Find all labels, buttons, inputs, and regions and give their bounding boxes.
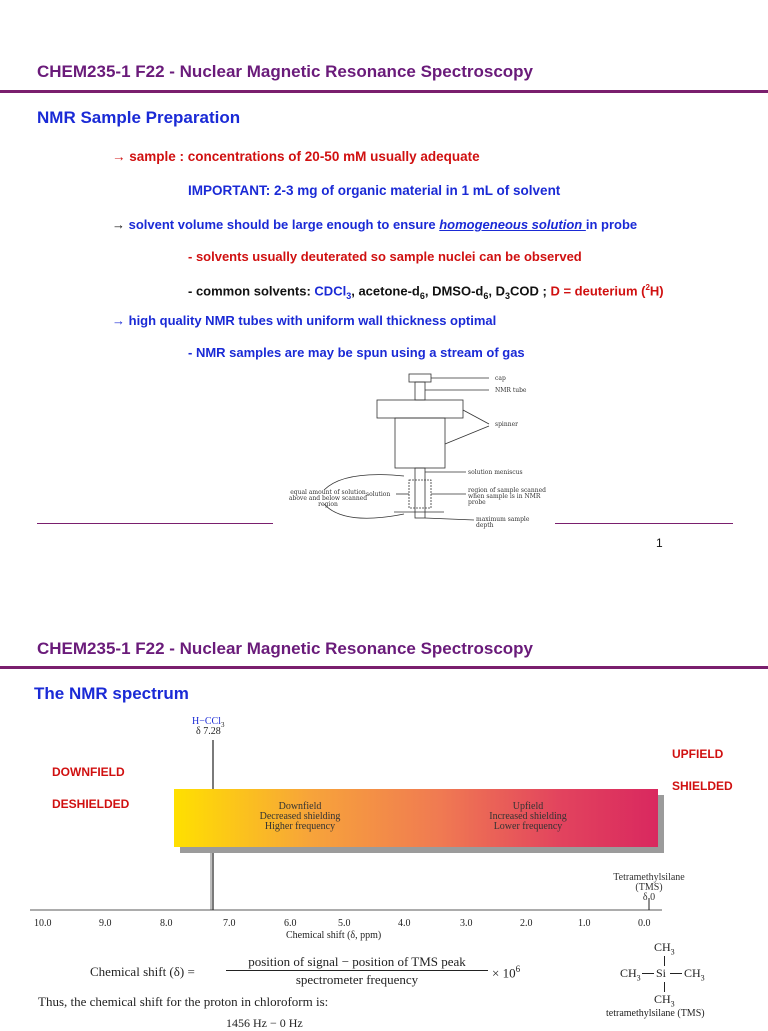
band-right-text xyxy=(468,802,588,832)
band-left-line: Downfield xyxy=(278,801,322,812)
arrow-icon: → xyxy=(112,149,126,164)
bullet-nmr-tubes-text: high quality NMR tubes with uniform wall thickness optimal xyxy=(128,313,497,328)
band-right-line: Lower frequency xyxy=(493,821,563,832)
ch3-text: CH xyxy=(684,966,701,980)
diagram-label-solution: solution xyxy=(366,491,391,498)
arrow-icon: → xyxy=(112,217,125,232)
ch3-text: CH xyxy=(620,966,637,980)
tms-name: tetramethylsilane (TMS) xyxy=(606,1008,705,1019)
diagram-label-depth: maximum sample depth xyxy=(476,516,530,529)
tick-label: 9.0 xyxy=(99,918,112,929)
homogeneous-solution-text: homogeneous solution xyxy=(439,217,586,232)
spinning-note: - NMR samples are may be spun using a stream of gas xyxy=(188,345,525,360)
slide2-title-rule xyxy=(0,666,768,669)
diagram-label-tube: NMR tube xyxy=(495,387,527,394)
cdcl3-text: CDCl xyxy=(314,283,347,299)
band-right-line: Upfield xyxy=(512,801,544,812)
diagram-label-spinner: spinner xyxy=(495,421,518,428)
band-right-line: Increased shielding xyxy=(489,811,567,822)
acetone-text: , acetone-d xyxy=(351,283,420,299)
diagram-label-meniscus: solution meniscus xyxy=(468,469,523,476)
tick-label: 7.0 xyxy=(223,918,236,929)
chloroform-shift-text: Thus, the chemical shift for the proton in chloroform is: xyxy=(38,994,329,1009)
bullet-sample-text: sample : concentrations of 20-50 mM usually adequate xyxy=(129,149,480,164)
chcl3-text: H−CCl xyxy=(192,716,221,727)
tms-peak-label xyxy=(594,873,704,903)
band-left-line: Decreased shielding xyxy=(259,811,341,822)
deuterium-text: D = deuterium ( xyxy=(550,283,646,299)
ch3-text: CH xyxy=(654,992,671,1006)
tick-label: 0.0 xyxy=(638,918,651,929)
page-number: 1 xyxy=(656,536,663,550)
common-solvents-label: - common solvents: xyxy=(188,283,315,299)
tms-ch3-bottom xyxy=(654,992,675,1008)
slide1-title-rule xyxy=(0,90,768,93)
bullet-solvent-text-end: in probe xyxy=(585,217,638,232)
partial-formula: 1456 Hz − 0 Hz xyxy=(226,1016,303,1030)
d3cod-text-end: COD ; xyxy=(510,283,551,299)
slide1-title: CHEM235-1 F22 - Nuclear Magnetic Resonance Spectroscopy xyxy=(37,62,533,81)
important-note: IMPORTANT: 2-3 mg of organic material in 1 mL of solvent xyxy=(188,183,561,198)
slide1-heading: NMR Sample Preparation xyxy=(37,108,241,127)
downfield-label: DOWNFIELD xyxy=(52,765,125,779)
formula-denominator: spectrometer frequency xyxy=(295,972,419,987)
tick-label: 6.0 xyxy=(284,918,297,929)
footer-rule-right xyxy=(555,523,733,524)
diagram-label-region: region of sample scanned when sample is in NMR probe xyxy=(468,487,547,506)
superscript: 2 xyxy=(645,283,650,292)
formula-numerator: position of signal − position of TMS peak xyxy=(226,954,488,971)
tms-label-line: Tetramethylsilane xyxy=(613,872,685,883)
tms-bond-left xyxy=(642,973,654,974)
deuterated-note: - solvents usually deuterated so sample nuclei can be observed xyxy=(188,249,582,264)
subscript: 3 xyxy=(505,290,511,301)
bullet-solvent-text: solvent volume should be large enough to ensure xyxy=(128,217,440,232)
subscript: 3 xyxy=(700,973,705,983)
subscript: 3 xyxy=(346,290,352,301)
band-left-line: Higher frequency xyxy=(264,821,336,832)
tick-label: 5.0 xyxy=(338,918,351,929)
tms-ch3-right xyxy=(684,966,705,982)
tick-label: 2.0 xyxy=(520,918,533,929)
bullet-sample xyxy=(112,149,480,164)
subscript: 3 xyxy=(220,721,225,729)
formula-multiplier xyxy=(492,964,520,981)
subscript: 3 xyxy=(670,947,675,957)
common-solvents xyxy=(188,283,664,301)
arrow-icon: → xyxy=(112,313,125,328)
tick-label: 3.0 xyxy=(460,918,473,929)
tms-label-line: (TMS) xyxy=(635,882,663,893)
slide2-title: CHEM235-1 F22 - Nuclear Magnetic Resonance Spectroscopy xyxy=(37,639,533,658)
formula-lhs: Chemical shift (δ) = xyxy=(90,964,195,979)
tms-label-line: δ 0 xyxy=(642,892,656,903)
tms-ch3-top xyxy=(654,940,675,956)
tms-bond-top xyxy=(664,956,665,966)
upfield-label: UPFIELD xyxy=(672,747,724,761)
slide2-heading: The NMR spectrum xyxy=(34,684,189,703)
tick-label: 10.0 xyxy=(34,918,52,929)
subscript: 6 xyxy=(483,290,489,301)
tick-label: 8.0 xyxy=(160,918,173,929)
subscript: 3 xyxy=(670,999,675,1009)
tick-label: 1.0 xyxy=(578,918,591,929)
d3cod-text: , D xyxy=(488,283,505,299)
bullet-solvent-volume xyxy=(112,217,637,232)
diagram-label-cap: cap xyxy=(495,375,506,382)
superscript: 6 xyxy=(515,964,521,974)
tms-bond-bottom xyxy=(664,982,665,992)
bullet-nmr-tubes xyxy=(112,313,496,328)
tms-bond-right xyxy=(670,973,682,974)
diagram-label-equal: equal amount of solution above and below scanned region xyxy=(288,489,368,508)
footer-rule-left xyxy=(37,523,273,524)
tms-ch3-left xyxy=(620,966,641,982)
axis-label: Chemical shift (δ, ppm) xyxy=(286,930,382,941)
band-left-text xyxy=(250,802,350,832)
peak-label-shift: δ 7.28 xyxy=(196,726,221,737)
dmso-text: , DMSO-d xyxy=(424,283,484,299)
deshielded-label: DESHIELDED xyxy=(52,797,130,811)
shielded-label: SHIELDED xyxy=(672,779,733,793)
tick-label: 4.0 xyxy=(398,918,411,929)
tms-si: Si xyxy=(656,966,667,980)
deuterium-text-end: H) xyxy=(649,283,664,299)
subscript: 6 xyxy=(419,290,425,301)
subscript: 3 xyxy=(636,973,641,983)
ch3-text: CH xyxy=(654,940,671,954)
formula-multiplier-text: × 10 xyxy=(492,965,516,981)
